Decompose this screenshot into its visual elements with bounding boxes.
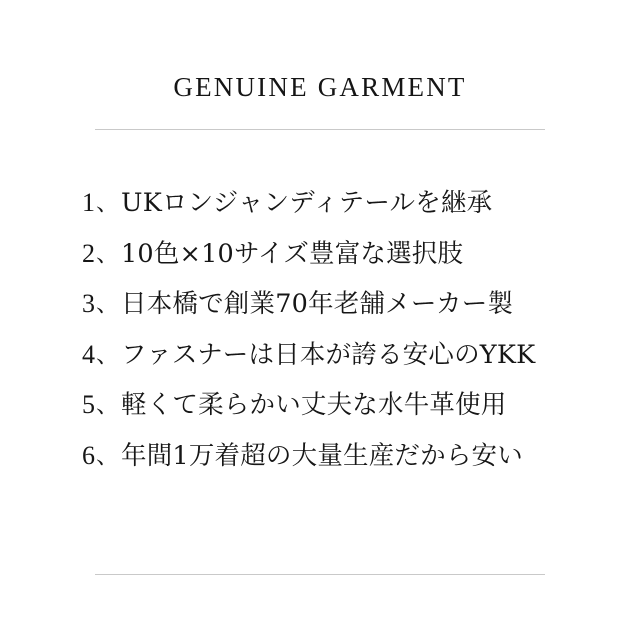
list-item	[80, 440, 560, 471]
list-item-label: 日本橋で創業70年老舗メーカー製	[121, 289, 514, 319]
list-item-number: 4	[82, 339, 95, 369]
list-item-label: UKロンジャンディテールを継承	[121, 188, 493, 218]
list-item	[80, 190, 560, 217]
divider-top	[95, 129, 545, 130]
list-item-number: 3	[82, 289, 95, 318]
list-item-separator: 、	[96, 240, 119, 267]
feature-list	[80, 190, 560, 493]
list-item-separator: 、	[96, 291, 119, 317]
list-item-separator: 、	[96, 341, 119, 368]
list-item-label: 軽くて柔らかい丈夫な水牛革使用	[121, 390, 507, 420]
list-item-separator: 、	[96, 190, 119, 216]
list-item-label: 10色×10サイズ豊富な選択肢	[121, 238, 464, 269]
list-item-number: 1	[82, 188, 95, 217]
list-item-number: 5	[82, 390, 95, 419]
list-item-number: 2	[82, 238, 95, 268]
list-item	[80, 392, 560, 419]
list-item	[80, 238, 560, 269]
list-item	[80, 291, 560, 318]
list-item	[80, 339, 560, 370]
list-item-separator: 、	[96, 442, 119, 469]
page-title: GENUINE GARMENT	[173, 72, 467, 102]
list-item-label: ファスナーは日本が誇る安心のYKK	[121, 339, 536, 370]
list-item-separator: 、	[96, 392, 119, 418]
list-item-number: 6	[82, 440, 95, 470]
list-item-label: 年間1万着超の大量生産だから安い	[121, 440, 523, 471]
divider-bottom	[95, 574, 545, 575]
